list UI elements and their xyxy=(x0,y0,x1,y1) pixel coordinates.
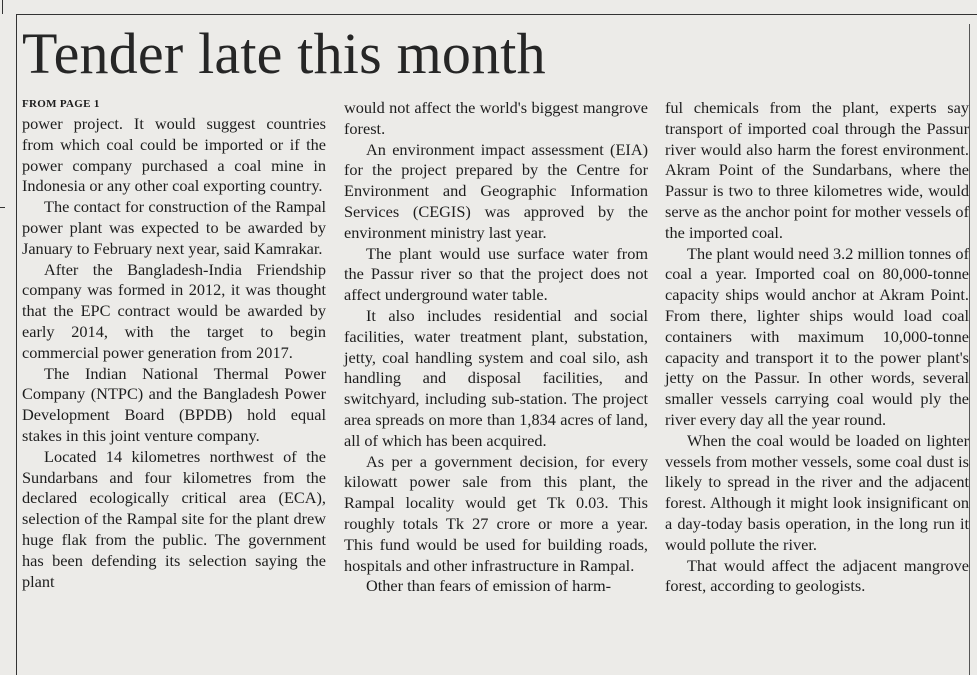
article-column-2 xyxy=(344,98,648,597)
paragraph: would not affect the world's biggest mangrove forest. xyxy=(344,98,648,138)
paragraph: The plant would use surface water from the Passur river so that the project does not affect underground water table. xyxy=(344,243,648,305)
page-frame-left-rule xyxy=(16,14,17,675)
paragraph: After the Bangladesh-India Friendship company was formed in 2012, it was thought that the EPC contract would be awarded by early 2014, with the target to begin commercial power generation from 2017. xyxy=(22,259,326,362)
paragraph: An environment impact assessment (EIA) for the project prepared by the Centre for Environment and Geographic Information Services (CEGIS) was approved by the environment ministry last year. xyxy=(344,139,648,242)
jump-kicker: FROM PAGE 1 xyxy=(22,98,100,110)
page-frame-right-rule xyxy=(969,24,970,675)
article-column-1 xyxy=(22,114,326,592)
paragraph: power project. It would suggest countries from which coal could be imported or if the power company purchased a coal mine in Indonesia or any other coal exporting country. xyxy=(22,114,326,196)
paragraph: Other than fears of emission of harm- xyxy=(366,576,612,596)
crop-mark xyxy=(0,207,5,208)
paragraph: When the coal would be loaded on lighter vessels from mother vessels, some coal dust is likely to spread in the river and the adjacent forest. Although it might look insignificant on a day-today basis operation, in the long run it would pollute the river. xyxy=(665,430,969,554)
paragraph: The plant would need 3.2 million tonnes of coal a year. Imported coal on 80,000-tonne capacity ships would anchor at Akram Point. From there, lighter ships would load coal containers with maximum 10,000-tonne capacity and transport it to the power plant's jetty on the Passur. In other words, several smaller vessels carrying coal would ply the river every day all the year round. xyxy=(665,243,969,429)
paragraph: The Indian National Thermal Power Company (NTPC) and the Bangladesh Power Development Board (BPDB) hold equal stakes in this joint venture company. xyxy=(22,363,326,445)
paragraph: As per a government decision, for every kilowatt power sale from this plant, the Rampal locality would get Tk 0.03. This roughly totals Tk 27 crore or more a year. This fund would be used for building roads, hospitals and other infrastructure in Rampal. xyxy=(344,451,648,575)
paragraph: Located 14 kilometres northwest of the Sundarbans and four kilometres from the declared ecologically critical area (ECA), selection of the Rampal site for the plant drew huge flak from the public. The government has been defending its selection saying the plant xyxy=(22,446,326,591)
paragraph: The contact for construction of the Rampal power plant was expected to be awarded by January to February next year, said Kamrakar. xyxy=(22,197,326,258)
article-column-3 xyxy=(665,98,969,597)
crop-mark xyxy=(2,0,3,14)
article-headline: Tender late this month xyxy=(22,21,546,86)
paragraph: It also includes residential and social facilities, water treatment plant, substation, jetty, coal handling system and coal silo, ash handling and disposal facilities, and switchyard, including sub-station. The project area spreads on more than 1,834 acres of land, all of which has been acquired. xyxy=(344,305,648,450)
paragraph: That would affect the adjacent mangrove forest, according to geologists. xyxy=(665,555,969,596)
paragraph: ful chemicals from the plant, experts say transport of imported coal through the Passur river would also harm the forest environment. Akram Point of the Sundarbans, where the Passur is two to three kilometres wide, would serve as the anchor point for mother vessels of the imported coal. xyxy=(665,98,969,242)
